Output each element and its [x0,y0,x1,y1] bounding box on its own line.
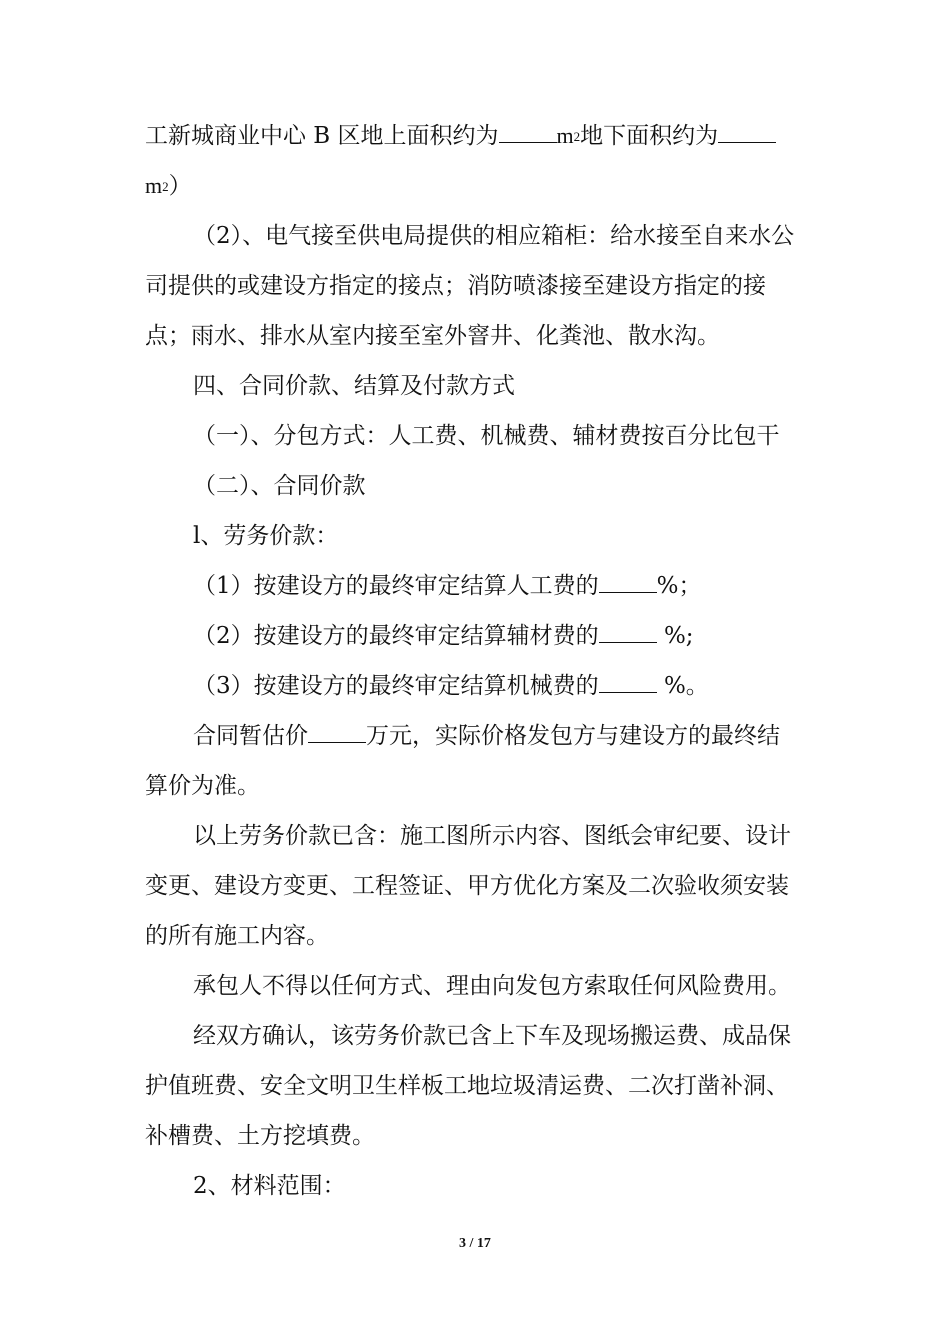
area-text-underground: 地下面积约为 [580,123,719,149]
subsection-subcontract-method: （一）、分包方式：人工费、机械费、辅材费按百分比包干 [193,423,780,449]
subsection-contract-price: （二）、合同价款 [193,473,366,499]
item-material-scope: 2、材料范围： [193,1173,346,1199]
section-heading-contract-price: 四、合同价款、结算及付款方式 [193,373,515,399]
confirmation-line-1: 经双方确认，该劳务价款已含上下车及现场搬运费、成品保 [193,1023,791,1049]
blank-estimated-price[interactable] [308,716,366,743]
rate-labor-cost: （1）按建设方的最终审定结算人工费的 %； [193,566,702,606]
confirmation-line-2: 护值班费、安全文明卫生样板工地垃圾清运费、二次打凿补洞、 [145,1073,789,1099]
item-labor-price: l、劳务价款： [193,523,339,549]
paragraph-connections-line-1: （2）、电气接至供电局提供的相应箱柜：给水接至自来水公 [193,223,795,249]
area-text: 工新城商业中心 B 区地上面积约为 [145,123,499,149]
included-scope-line-2: 变更、建设方变更、工程签证、甲方优化方案及二次验收须安装 [145,873,789,899]
estimated-price-line-2: 算价为准。 [145,773,260,799]
rate-auxiliary-material-cost: （2）按建设方的最终审定结算辅材费的 %; [193,616,694,656]
included-scope-line-3: 的所有施工内容。 [145,923,329,949]
included-scope-line-1: 以上劳务价款已含：施工图所示内容、图纸会审纪要、设计 [193,823,791,849]
blank-underground-area[interactable] [718,116,776,143]
paragraph-area-line-1 [145,116,776,156]
unit-m2: $m^2$ [556,123,581,148]
paragraph-area-line-2: $m^2$） [145,173,192,199]
rate-machinery-cost: （3）按建设方的最终审定结算机械费的 %。 [193,666,709,706]
paragraph-connections-line-3: 点；雨水、排水从室内接至室外窨井、化粪池、散水沟。 [145,323,720,349]
risk-fee-clause: 承包人不得以任何方式、理由向发包方索取任何风险费用。 [193,973,791,999]
blank-auxiliary-percent[interactable] [599,616,657,643]
blank-machinery-percent[interactable] [599,666,657,693]
blank-above-ground-area[interactable] [499,116,557,143]
confirmation-line-3: 补槽费、土方挖填费。 [145,1123,375,1149]
blank-labor-percent[interactable] [599,566,657,593]
page-number: 3 / 17 [459,1236,491,1251]
paragraph-connections-line-2: 司提供的或建设方指定的接点；消防喷漆接至建设方指定的接 [145,273,766,299]
unit-m2: $m^2$ [145,173,169,198]
estimated-price-line-1: 合同暂估价 万元，实际价格发包方与建设方的最终结 [193,716,780,756]
